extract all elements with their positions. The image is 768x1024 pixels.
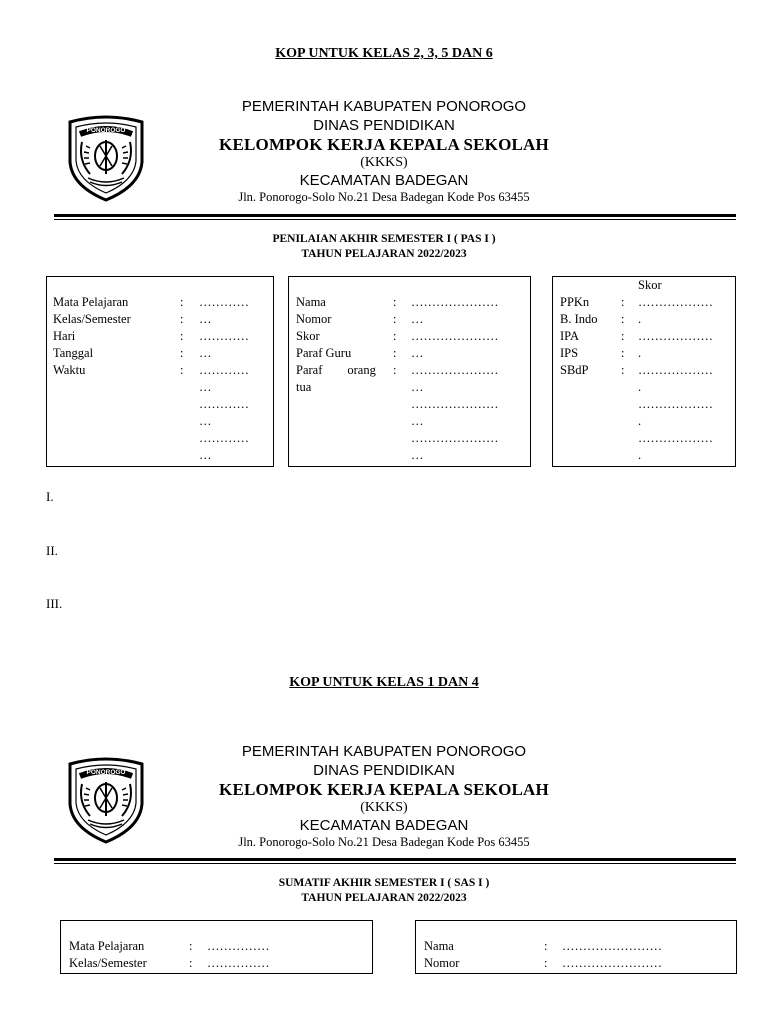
dot-fill: … (199, 414, 212, 428)
dot-fill: … (411, 414, 424, 428)
dot-fill: … (199, 380, 212, 394)
svg-text:PONOROGO: PONOROGO (86, 769, 126, 776)
address: Jln. Ponorogo-Solo No.21 Desa Badegan Kode Pos 63455 (238, 835, 530, 849)
header-rule-thick (54, 858, 736, 861)
dot-fill: … (411, 380, 424, 394)
exam-info-box: Mata Pelajaran : ………… Kelas/Semester : … Hari : ………… Tanggal : … Waktu : ………… … ………… … ………… … (46, 276, 274, 467)
svg-text:PONOROGO: PONOROGO (86, 127, 126, 134)
org-abbrev: (KKKS) (360, 800, 408, 815)
exam-year: TAHUN PELAJARAN 2022/2023 (301, 248, 467, 260)
dot-fill: … (411, 448, 424, 462)
dept-name: DINAS PENDIDIKAN (313, 762, 455, 779)
section-numeral-2: II. (46, 543, 58, 558)
org-name: KELOMPOK KERJA KEPALA SEKOLAH (219, 135, 549, 154)
student-info-box: Nama : ………………… Nomor : … Skor : ………………… Paraf Guru : … Paraf orang : ………………… tua … ………………… … ………………… … (288, 276, 531, 467)
dot-fill: . (638, 448, 642, 462)
exam-year: TAHUN PELAJARAN 2022/2023 (301, 892, 467, 904)
district-name: KECAMATAN BADEGAN (299, 172, 469, 189)
score-box: Skor PPKn : ……………… B. Indo : . IPA : ……………… IPS : . SBdP : ……………… . ……………… . ……………… . (552, 276, 736, 467)
paraf-tua-label: tua (296, 380, 312, 394)
header-rule-thick (54, 214, 736, 217)
score-header: Skor (638, 278, 662, 292)
student-info-box: Nama : …………………… Nomor : …………………… (415, 920, 737, 974)
dot-fill: ……………… (638, 397, 713, 411)
gov-name: PEMERINTAH KABUPATEN PONOROGO (241, 743, 527, 760)
dept-name: DINAS PENDIDIKAN (313, 117, 455, 134)
district-name: KECAMATAN BADEGAN (299, 817, 469, 834)
section1-title: KOP UNTUK KELAS 2, 3, 5 DAN 6 (275, 46, 493, 61)
exam-title: SUMATIF AKHIR SEMESTER I ( SAS I ) (278, 877, 490, 889)
header-rule-thin (54, 219, 736, 220)
dot-fill: . (638, 414, 642, 428)
dot-fill: . (638, 380, 642, 394)
org-name: KELOMPOK KERJA KEPALA SEKOLAH (219, 780, 549, 799)
dot-fill: ………… (199, 397, 249, 411)
section-numeral-3: III. (46, 596, 63, 611)
exam-title: PENILAIAN AKHIR SEMESTER I ( PAS I ) (272, 233, 496, 245)
org-abbrev: (KKKS) (360, 155, 408, 170)
dot-fill: … (199, 448, 212, 462)
dot-fill: ………………… (411, 397, 499, 411)
gov-name: PEMERINTAH KABUPATEN PONOROGO (241, 98, 527, 115)
section-numeral-1: I. (46, 489, 54, 504)
dot-fill: ………… (199, 431, 249, 445)
section2-title: KOP UNTUK KELAS 1 DAN 4 (289, 675, 479, 690)
address: Jln. Ponorogo-Solo No.21 Desa Badegan Kode Pos 63455 (238, 190, 530, 204)
dot-fill: ……………… (638, 431, 713, 445)
exam-info-box: Mata Pelajaran : …………… Kelas/Semester : …………… (60, 920, 373, 974)
dot-fill: ………………… (411, 431, 499, 445)
header-rule-thin (54, 863, 736, 864)
